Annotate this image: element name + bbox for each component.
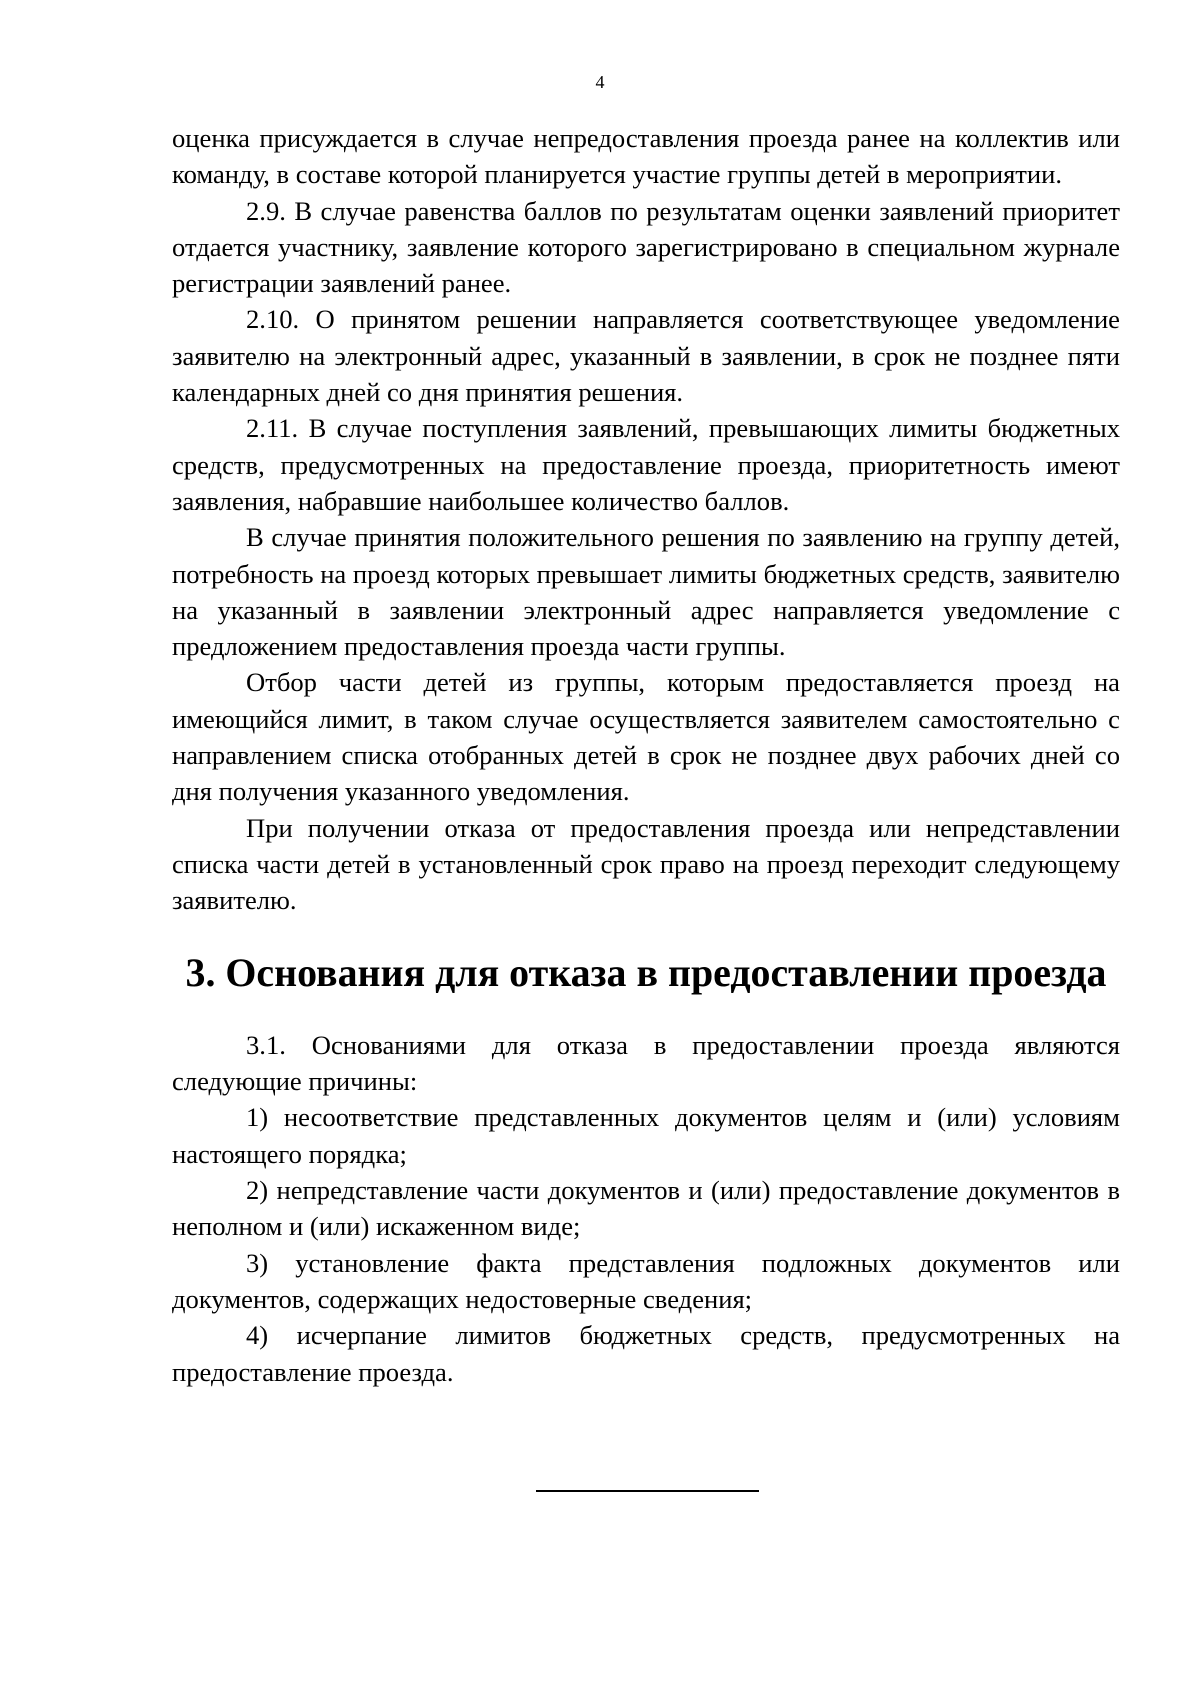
list-item-4: 4) исчерпание лимитов бюджетных средств, предусмотренных на предоставление проезда. bbox=[172, 1320, 1120, 1387]
paragraph-continuation: оценка присуждается в случае непредоставления проезда ранее на коллектив или команду, в составе которой планируется участие группы детей в мероприятии. bbox=[172, 123, 1120, 190]
paragraph-child-selection: Отбор части детей из группы, которым предоставляется проезд на имеющийся лимит, в таком случае осуществляется заявителем самостоятельно с направлением списка отобранных детей в срок не позднее двух рабочих дней со дня получения указанного уведомления. bbox=[172, 667, 1120, 807]
list-item-1: 1) несоответствие представленных документов целям и (или) условиям настоящего порядка; bbox=[172, 1102, 1120, 1169]
paragraph-refusal-transfer: При получении отказа от предоставления проезда или непредставлении списка части детей в установленный срок право на проезд переходит следующему заявителю. bbox=[172, 812, 1120, 916]
section-heading: 3. Основания для отказа в предоставлении проезда bbox=[185, 949, 1107, 995]
end-of-document-line bbox=[536, 1490, 759, 1492]
page-number: 4 bbox=[595, 72, 605, 92]
paragraph-2-11: 2.11. В случае поступления заявлений, превышающих лимиты бюджетных средств, предусмотренных на предоставление проезда, приоритетность имеют заявления, набравшие наибольшее количество баллов. bbox=[172, 413, 1120, 516]
paragraph-2-9: 2.9. В случае равенства баллов по результатам оценки заявлений приоритет отдается участнику, заявление которого зарегистрировано в специальном журнале регистрации заявлений ранее. bbox=[172, 195, 1120, 299]
paragraph-3-1: 3.1. Основаниями для отказа в предоставлении проезда являются следующие причины: bbox=[172, 1029, 1120, 1097]
list-item-2: 2) непредставление части документов и (или) предоставление документов в неполном и (или) искаженном виде; bbox=[172, 1175, 1120, 1242]
document-body bbox=[172, 120, 1120, 1390]
paragraph-2-10: 2.10. О принятом решении направляется соответствующее уведомление заявителю на электронный адрес, указанный в заявлении, в срок не позднее пяти календарных дней со дня принятия решения. bbox=[172, 304, 1120, 408]
list-item-3: 3) установление факта представления подложных документов или документов, содержащих недостоверные сведения; bbox=[172, 1247, 1120, 1314]
paragraph-positive-decision: В случае принятия положительного решения по заявлению на группу детей, потребность на проезд которых превышает лимиты бюджетных средств, заявителю на указанный в заявлении электронный адрес направляется уведомление с предложением предоставления проезда части группы. bbox=[172, 522, 1120, 662]
